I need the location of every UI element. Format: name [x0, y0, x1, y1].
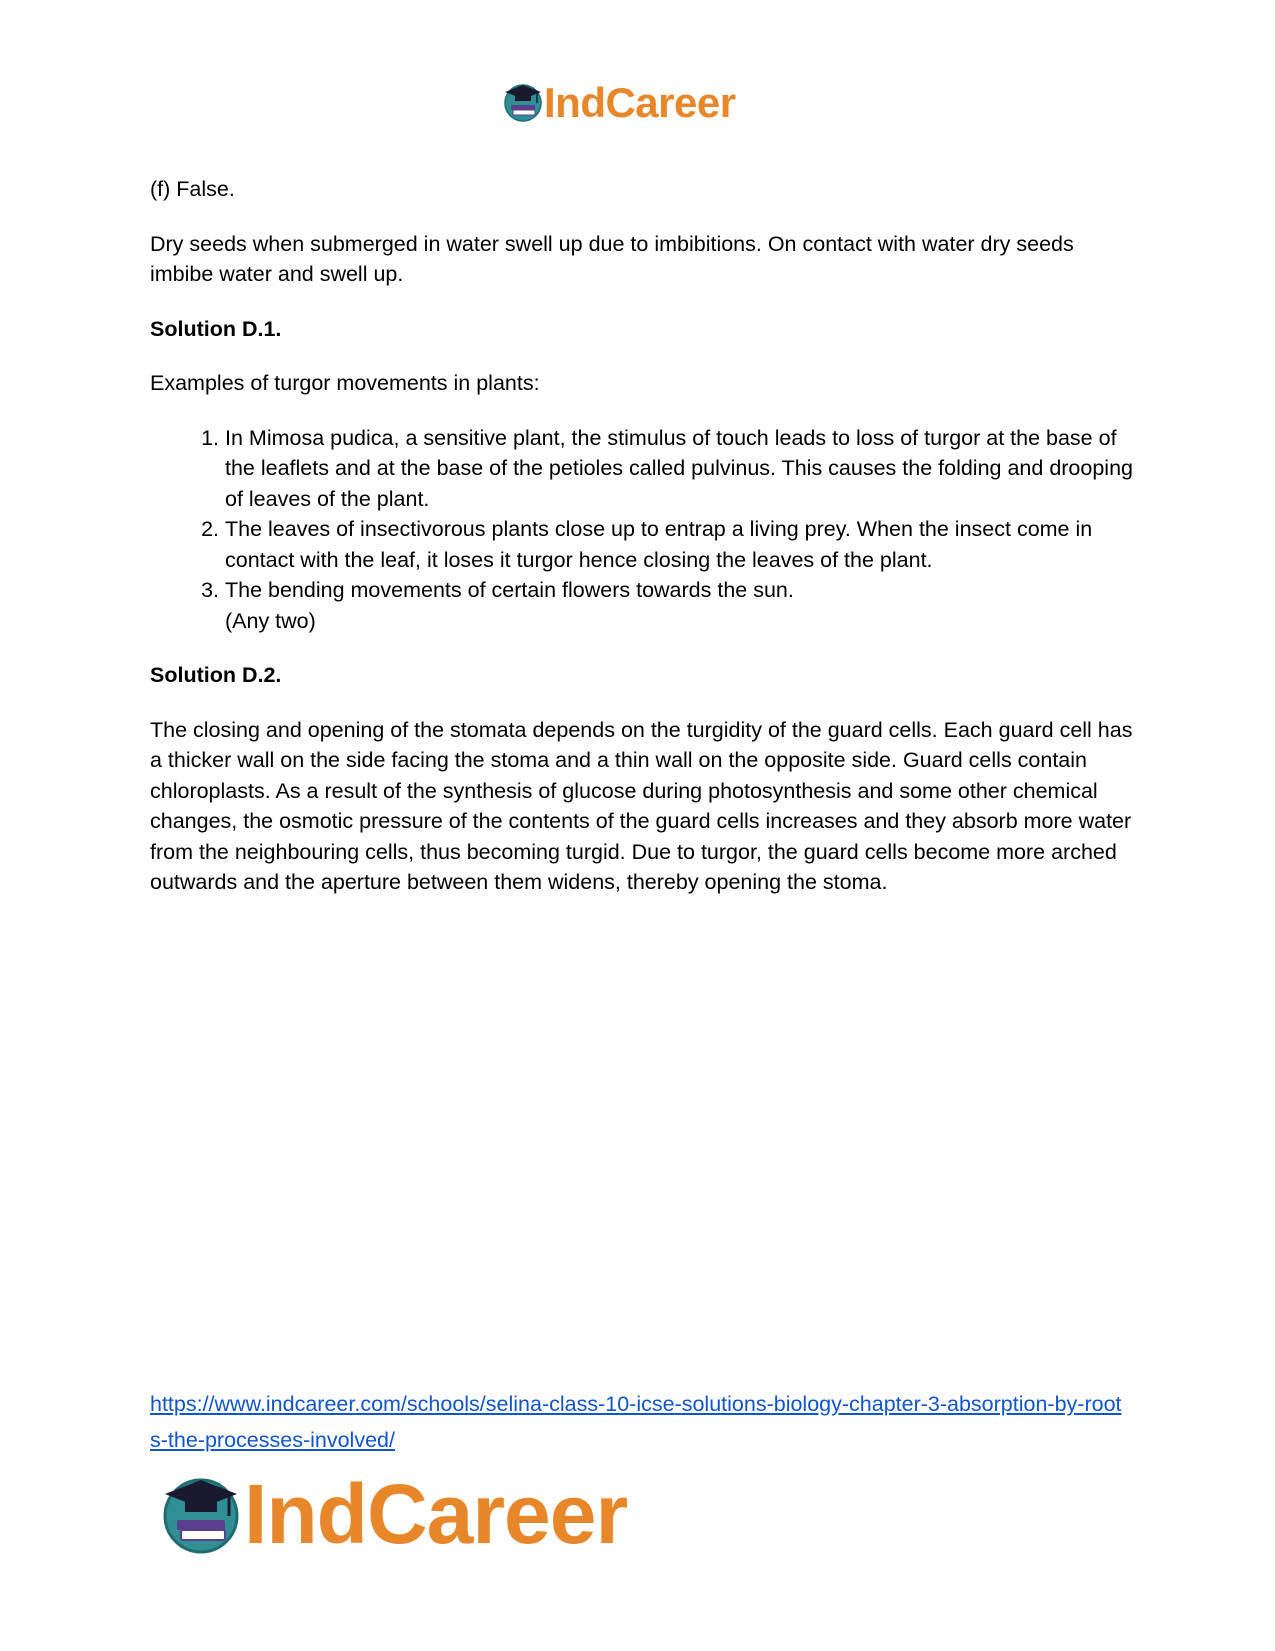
- footer-logo: [160, 1468, 700, 1560]
- header-logo: [503, 78, 775, 128]
- list-item: 1. In Mimosa pudica, a sensitive plant, the stimulus of touch leads to loss of turgor at the base of the leaflets and at the base of the petioles called pulvinus. This causes the folding and drooping of leaves of the plant.: [225, 423, 1140, 515]
- answer-f-explanation: Dry seeds when submerged in water swell up due to imbibitions. On contact with water dry seeds imbibe water and swell up.: [150, 231, 1074, 286]
- solution-d1-heading: Solution D.1.: [150, 316, 282, 341]
- logo-icon: [160, 1468, 242, 1561]
- solution-d2-heading: Solution D.2.: [150, 663, 282, 687]
- logo-text: IndCareer: [244, 1467, 628, 1561]
- turgor-movements-list: [150, 423, 1140, 637]
- document-body: [150, 174, 1140, 922]
- logo-text: IndCareer: [544, 79, 736, 126]
- solution-d1-intro: Examples of turgor movements in plants:: [150, 371, 540, 395]
- list-note: (Any two): [225, 608, 316, 633]
- solution-d2-text: The closing and opening of the stomata depends on the turgidity of the guard cells. Each guard cell has a thicker wall on the side facing the stoma and a thin wall on the opposite side. Guard cells contain chloroplasts. As a result of the synthesis of glucose during photosynthesis and some other chemical changes, the osmotic pressure of the contents of the guard cells increases and they absorb more water from the neighbouring cells, thus becoming turgid. Due to turgor, the guard cells become more arched outwards and the aperture between them widens, thereby opening the stoma.: [150, 717, 1133, 894]
- source-link[interactable]: https://www.indcareer.com/schools/selina-class-10-icse-solutions-biology-chapter-3-absorption-by-roots-the-processes-involved/: [150, 1392, 1122, 1452]
- list-item-text: The bending movements of certain flowers towards the sun.: [225, 578, 794, 602]
- logo-icon: [503, 79, 543, 128]
- answer-f: (f) False.: [150, 177, 235, 201]
- list-item: 2. The leaves of insectivorous plants close up to entrap a living prey. When the insect come in contact with the leaf, it loses it turgor hence closing the leaves of the plant.: [225, 514, 1140, 575]
- list-item: [225, 575, 1140, 636]
